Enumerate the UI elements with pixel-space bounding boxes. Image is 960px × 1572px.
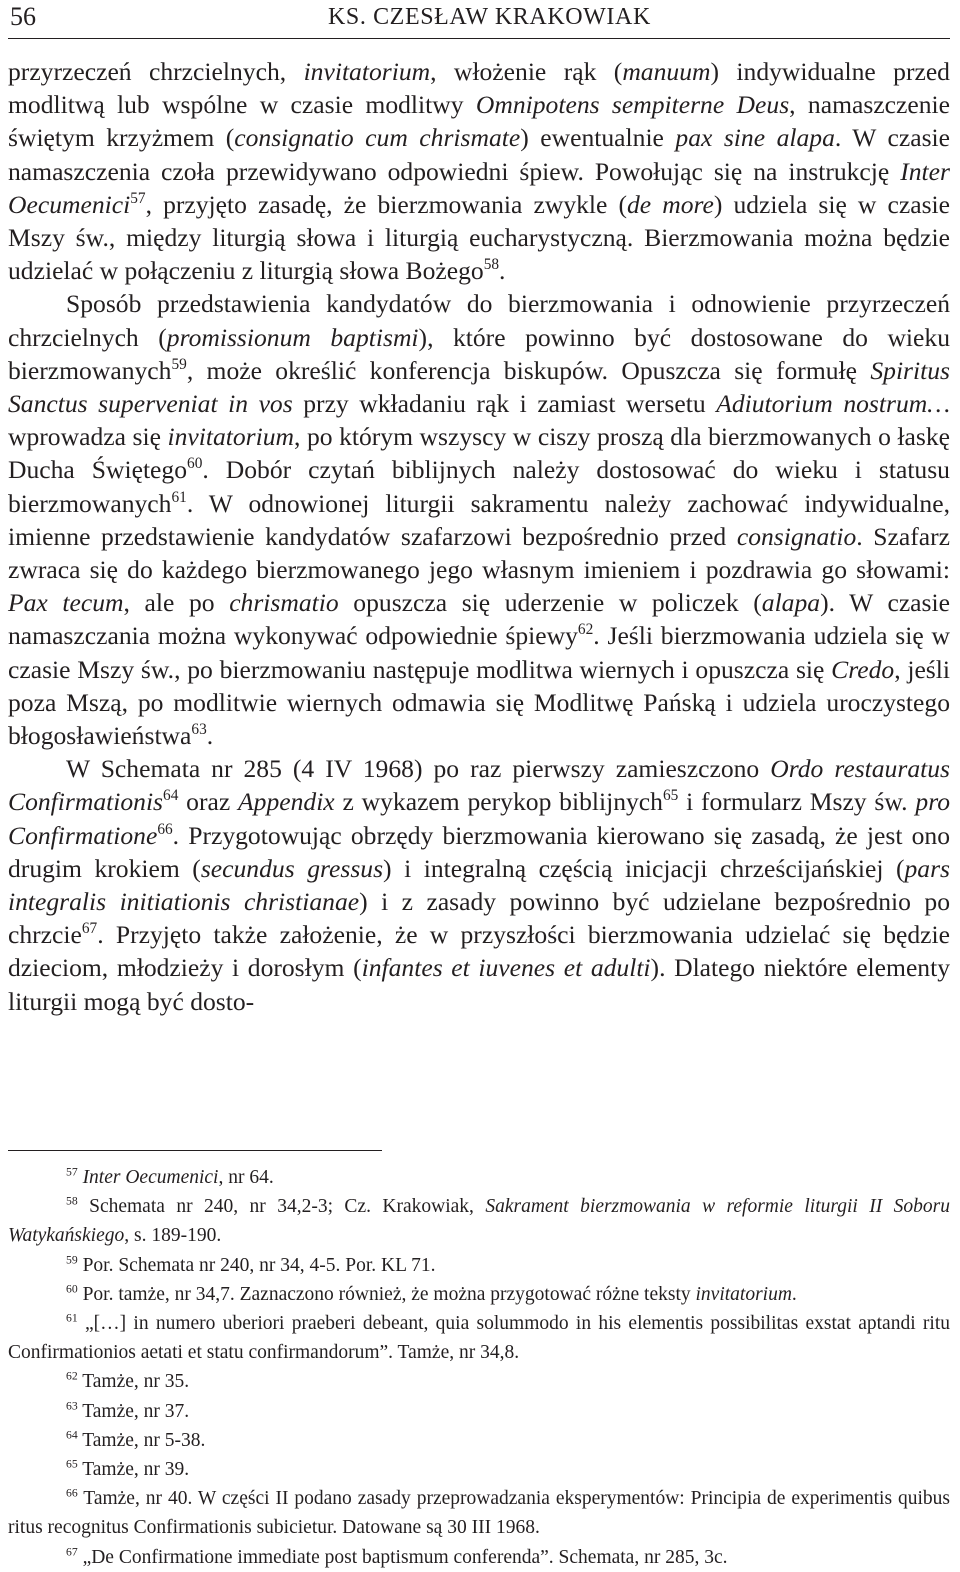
paragraph-2: Sposób przedstawienia kandydatów do bierzmowania i odnowienie przyrzeczeń chrzcielnych (promissionum baptismi), które powinno być dostosowane do wieku bierzmowanych$^{59}$, może określić konferencja biskupów. Opuszcza się formułę Spiritus Sanctus superveniat in vos przy wkładaniu rąk i zamiast wersetu Adiutorium nostrum… wprowadza się invitatorium, po którym wszyscy w ciszy proszą dla bierzmowanych o łaskę Ducha Świętego$^{60}$. Dobór czytań biblijnych należy dostosować do wieku i statusu bierzmowanych$^{61}$. W odnowionej liturgii sakramentu należy zachować indywidualne, imienne przedstawienie kandydatów szafarzowi bezpośrednio przed consignatio. Szafarz zwraca się do każdego bierzmowanego jego własnym imieniem i pozdrawia go słowami: Pax tecum, ale po chrismatio opuszcza się uderzenie w policzek (alapa). W czasie namaszczania można wykonywać odpowiednie śpiewy$^{62}$. Jeśli bierzmowania udziela się w czasie Mszy św., po bierzmowaniu następuje modlitwa wiernych i opuszcza się Credo, jeśli poza Mszą, po modlitwie wiernych odmawia się Modlitwę Pańską i udziela uroczystego błogosławieństwa$^{63}$.: [8, 289, 950, 751]
footnote-60: $^{60}$ Por. tamże, nr 34,7. Zaznaczono również, że można przygotować różne teksty invitatorium.: [66, 1282, 797, 1305]
footnote-62: $^{62}$ Tamże, nr 35.: [66, 1369, 190, 1393]
paragraph-3: W Schemata nr 285 (4 IV 1968) po raz pierwszy zamieszczono Ordo restauratus Confirmationis$^{64}$ oraz Appendix z wykazem perykop biblijnych$^{65}$ i formularz Mszy św. pro Confirmatione$^{66}$. Przygotowując obrzędy bierzmowania kierowano się zasadą, że jest ono drugim krokiem (secundus gressus) i integralną częścią inicjacji chrześcijańskiej (pars integralis initiationis christianae) i z zasady powinno być udzielane bezpośrednio po chrzcie$^{67}$. Przyjęto także założenie, że w przyszłości bierzmowania udzielać się będzie dzieciom, młodzieży i dorosłym (infantes et iuvenes et adulti). Dlatego niektóre elementy liturgii mogą być dosto-: [8, 754, 951, 1016]
main-text: [8, 55, 950, 1018]
running-head: KS. CZESŁAW KRAKOWIAK: [328, 4, 651, 30]
footnote-61: $^{61}$ „[…] in numero uberiori praeberi debeant, quia solummodo in his elementis possibilitas exstat aptandi ritu Confirmationios aetati et statu confirmandorum”. Tamże, nr 34,8.: [8, 1311, 950, 1364]
page-header: [8, 0, 950, 36]
footnote-57: $^{57}$ Inter Oecumenici, nr 64.: [66, 1165, 274, 1188]
paragraph-1: przyrzeczeń chrzcielnych, invitatorium, włożenie rąk (manuum) indywidualne przed modlitwą lub wspólne w czasie modlitwy Omnipotens sempiterne Deus, namaszczenie świętym krzyżmem (consignatio cum chrismate) ewentualnie pax sine alapa. W czasie namaszczenia czoła przewidywano odpowiedni śpiew. Powołując się na instrukcję Inter Oecumenici$^{57}$, przyjęto zasadę, że bierzmowania zwykle (de more) udziela się w czasie Mszy św., między liturgią słowa i liturgią eucharystyczną. Bierzmowania można będzie udzielać w połączeniu z liturgią słowa Bożego$^{58}$.: [8, 57, 951, 286]
footnote-66: $^{66}$ Tamże, nr 40. W części II podano zasady przeprowadzania eksperymentów: Principia de experimentis quibus ritus recognitus Confirmationis subicietur. Datowane są 30 III 1968.: [8, 1486, 950, 1539]
footnote-59: $^{59}$ Por. Schemata nr 240, nr 34, 4-5. Por. KL 71.: [66, 1253, 436, 1276]
footnote-rule: [8, 1150, 382, 1151]
footnote-63: $^{63}$ Tamże, nr 37.: [66, 1399, 190, 1422]
footnote-58: $^{58}$ Schemata nr 240, nr 34,2-3; Cz. Krakowiak, Sakrament bierzmowania w reformie liturgii II Soboru Watykańskiego, s. 189-190.: [8, 1194, 950, 1247]
page-number: 56: [10, 2, 36, 31]
header-rule: [8, 38, 950, 39]
footnote-64: $^{64}$ Tamże, nr 5-38.: [66, 1428, 206, 1451]
footnote-65: $^{65}$ Tamże, nr 39.: [66, 1457, 190, 1481]
footnotes: [8, 1163, 950, 1572]
footnote-67: $^{67}$ „De Confirmatione immediate post baptismum conferenda”. Schemata, nr 285, 3c.: [66, 1545, 728, 1568]
